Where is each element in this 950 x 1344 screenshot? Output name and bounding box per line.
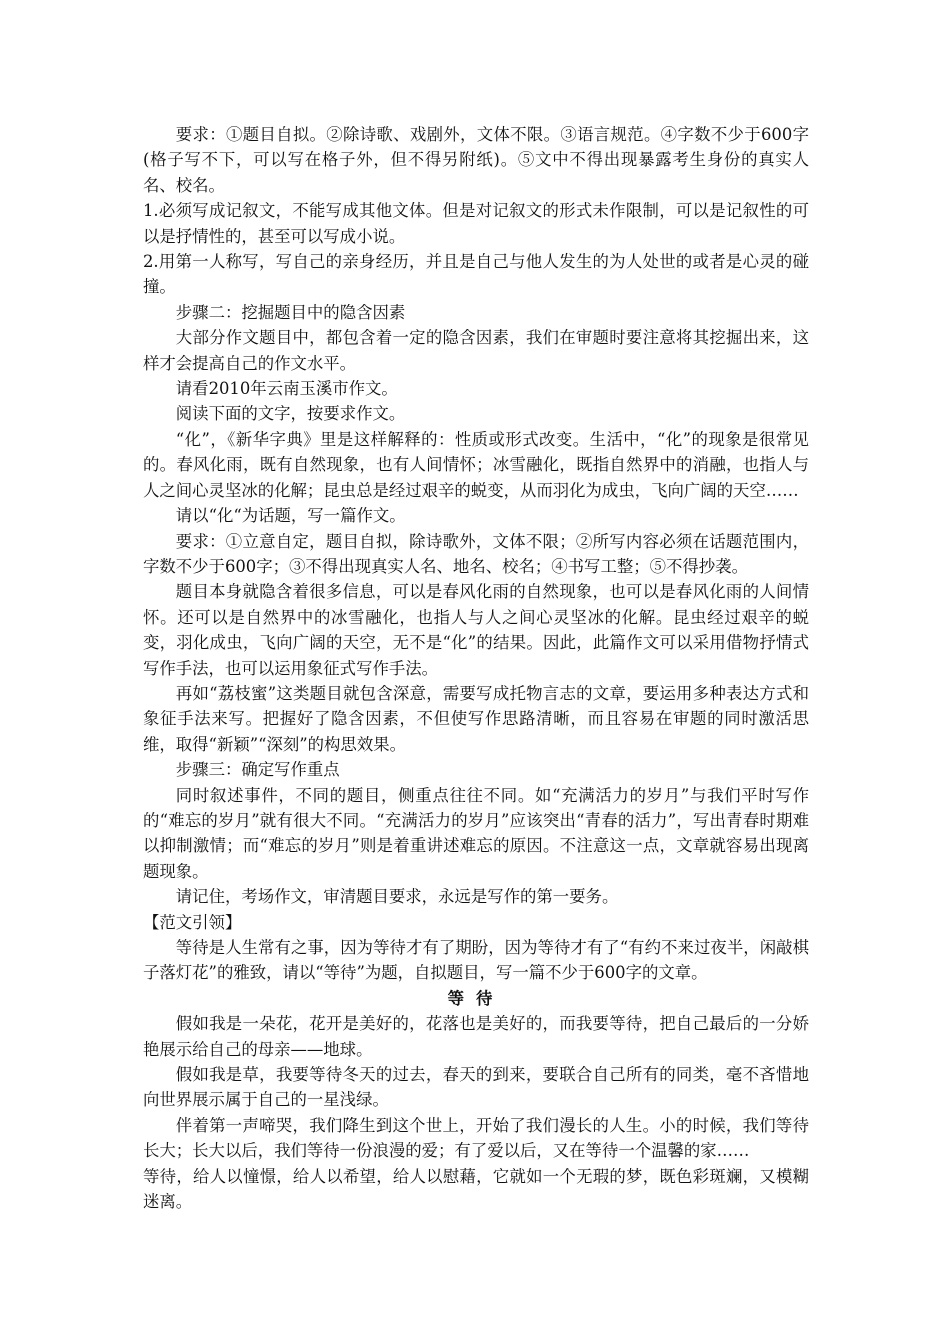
point-two-paragraph: 2.用第一人称写，写自己的亲身经历，并且是自己与他人发生的为人处世的或者是心灵的碰撞。 — [143, 252, 809, 297]
topic-requirements-paragraph: 要求：①立意自定，题目自拟，除诗歌外，文体不限；②所写内容必须在话题范围内，字数不少于600字；③不得出现真实人名、地名、校名；④书写工整；⑤不得抄袭。 — [143, 531, 809, 576]
read-instruction-paragraph: 阅读下面的文字，按要求作文。 — [175, 404, 406, 424]
remember-paragraph: 请记住，考场作文，审清题目要求，永远是写作的第一要务。 — [175, 887, 619, 907]
hidden-factors-paragraph: 大部分作文题目中，都包含着一定的隐含因素，我们在审题时要注意将其挖掘出来，这样才会提高自己的作文水平。 — [143, 328, 809, 373]
step-three-heading: 步骤三：确定写作重点 — [175, 760, 340, 780]
topic-prompt-paragraph: 请以“化“为话题，写一篇作文。 — [175, 506, 406, 526]
step-two-heading: 步骤二：挖掘题目中的隐含因素 — [175, 302, 406, 322]
model-prompt-paragraph: 等待是人生常有之事，因为等待才有了期盼，因为等待才有了“有约不来过夜半，闲敲棋子落灯花”的雅致，请以“等待”为题，自拟题目，写一篇不少于600字的文章。 — [143, 938, 809, 983]
analysis-paragraph: 题目本身就隐含着很多信息，可以是春风化雨的自然现象，也可以是春风化雨的人间情怀。还可以是自然界中的冰雪融化，也指人与人之间心灵坚冰的化解。昆虫经过艰辛的蜕变，羽化成虫，飞向广阔的天空，无不是“化”的结果。因此，此篇作文可以采用借物抒情式写作手法，也可以运用象征式写作手法。 — [143, 582, 809, 678]
point-one-paragraph: 1.必须写成记叙文，不能写成其他文体。但是对记叙文的形式未作限制，可以是记叙性的可以是抒情性的，甚至可以写成小说。 — [143, 201, 809, 246]
document-page — [143, 122, 809, 1214]
essay-title: 等待 — [447, 988, 505, 1008]
lizhimi-paragraph: 再如“荔枝蜜”这类题目就包含深意，需要写成托物言志的文章，要运用多种表达方式和象征手法来写。把握好了隐含因素，不但使写作思路清晰，而且容易在审题的同时激活思维，取得“新颖”“深刻”的构思效果。 — [143, 683, 809, 754]
hua-definition-paragraph: “化”，《新华字典》里是这样解释的：性质或形式改变。生活中，“化”的现象是很常见的。春风化雨，既有自然现象，也有人间情怀；冰雪融化，既指自然界中的消融，也指人与人之间心灵坚冰的化解；昆虫总是经过艰辛的蜕变，从而羽化为成虫，飞向广阔的天空…… — [143, 429, 809, 500]
essay-paragraph-grass: 假如我是草，我要等待冬天的过去，春天的到来，要联合自己所有的同类，毫不吝惜地向世界展示属于自己的一星浅绿。 — [143, 1065, 809, 1110]
essay-paragraph-life: 伴着第一声啼哭，我们降生到这个世上，开始了我们漫长的人生。小的时候，我们等待长大；长大以后，我们等待一份浪漫的爱；有了爱以后，又在等待一个温馨的家…… — [143, 1115, 809, 1161]
model-essay-label: 【范文引领】 — [143, 912, 242, 932]
focus-paragraph: 同时叙述事件，不同的题目，侧重点往往不同。如“充满活力的岁月”与我们平时写作的“难忘的岁月”就有很大不同。“充满活力的岁月”应该突出“青春的活力”，写出青春时期难以抑制激情；而“难忘的岁月”则是着重讲述难忘的原因。不注意这一点，文章就容易出现离题现象。 — [143, 785, 809, 881]
requirements-paragraph: 要求：①题目自拟。②除诗歌、戏剧外，文体不限。③语言规范。④字数不少于600字(格子写不下，可以写在格子外，但不得另附纸)。⑤文中不得出现暴露考生身份的真实人名、校名。 — [143, 125, 809, 195]
essay-paragraph-waiting: 等待，给人以憧憬，给人以希望，给人以慰藉，它就如一个无瑕的梦，既色彩斑斓，又模糊迷离。 — [143, 1166, 809, 1212]
example-intro-paragraph: 请看2010年云南玉溪市作文。 — [175, 379, 398, 399]
essay-paragraph-flower: 假如我是一朵花，花开是美好的，花落也是美好的，而我要等待，把自己最后的一分娇艳展示给自己的母亲——地球。 — [143, 1014, 809, 1059]
